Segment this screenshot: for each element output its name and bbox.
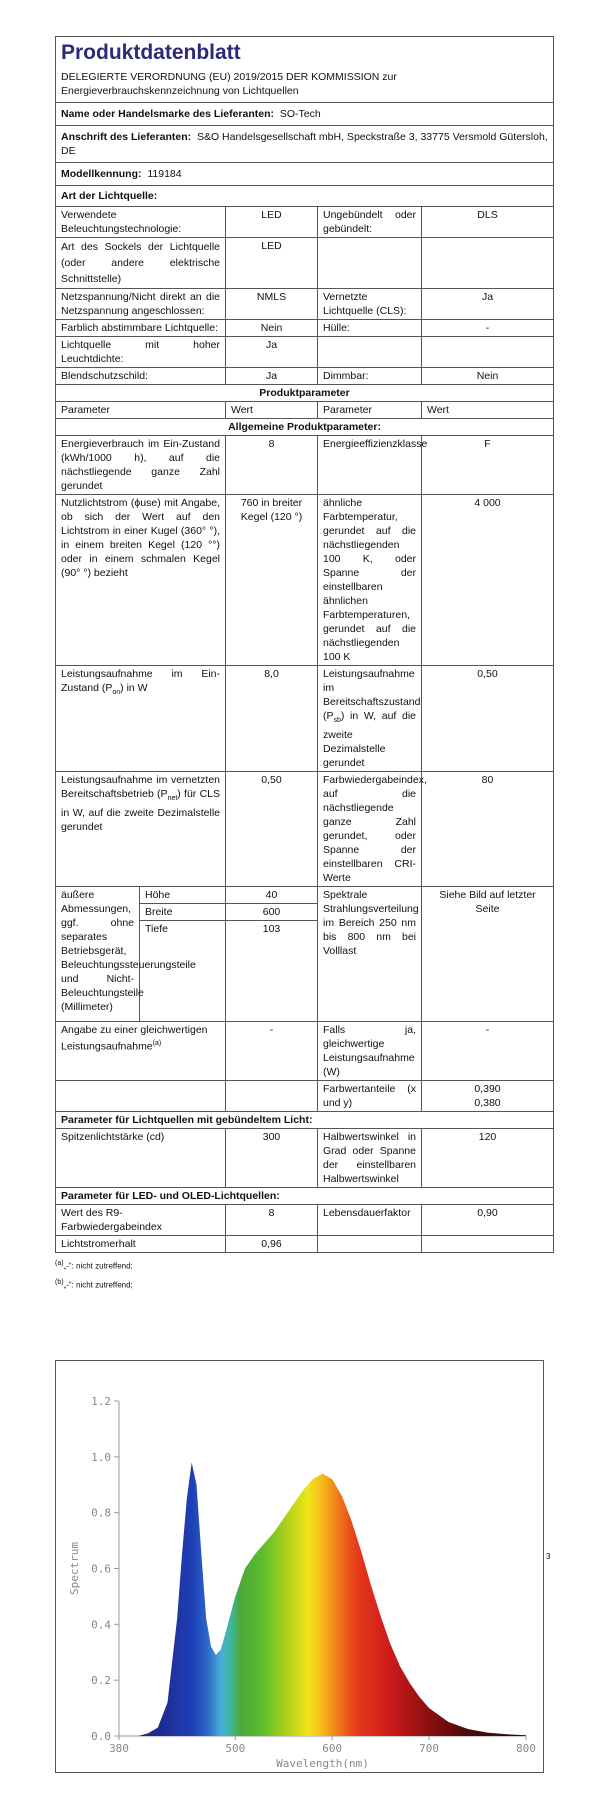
footnotes: [55, 1256, 553, 1293]
x-tick-label: 700: [419, 1742, 440, 1755]
y-tick-label: 0.0: [91, 1730, 111, 1743]
peak-intensity-row: Spitzenlichtstärke (cd) 300 Halbwertswinkel in Grad oder Spanne der einstellbaren Halbwertswinkel 120: [56, 1129, 554, 1188]
y-tick-label: 1.2: [91, 1395, 111, 1408]
dimensions-row: äußere Abmessungen, ggf. ohne separates Betriebsgerät, Beleuchtungssteuerungsteile und Nicht-Beleuchtungsteile (Millimeter) Höhe 40 Spektrale Strahlungsverteilung im Bereich 250 nm bis 800 nm bei Volllast Siehe Bild auf letzter Seite: [56, 887, 554, 904]
supplier-address-row: Anschrift des Lieferanten: S&O Handelsgesellschaft mbH, Speckstraße 3, 33775 Versmold Gütersloh, DE: [56, 126, 554, 163]
y-tick-label: 0.8: [91, 1506, 111, 1520]
section-light-source: Art der Lichtquelle:: [56, 186, 554, 207]
lumen-maintenance-row: Lichtstromerhalt 0,96: [56, 1236, 554, 1253]
ls-row: Lichtquelle mit hoher Leuchtdichte: Ja: [56, 337, 554, 368]
supplier-address: S&O Handelsgesellschaft mbH, Speckstraße 3, 33775 Versmold Gütersloh, DE: [61, 131, 548, 157]
ls-row: Verwendete Beleuchtungstechnologie: LED Ungebündelt oder gebündelt: DLS: [56, 207, 554, 238]
section-led: Parameter für LED- und OLED-Lichtquellen:: [56, 1188, 554, 1205]
supplier-name: SO-Tech: [279, 108, 321, 120]
y-tick-label: 0.6: [91, 1562, 111, 1576]
regulation-text: DELEGIERTE VERORDNUNG (EU) 2019/2015 DER KOMMISSION zur Energieverbrauchskennzeichnung von Lichtquellen: [61, 71, 397, 97]
ls-row: Art des Sockels der Lichtquelle (oder andere elektrische Schnittstelle) LED: [56, 238, 554, 289]
flux-row: Nutzlichtstrom (ϕuse) mit Angabe, ob sich der Wert auf den Lichtstrom in einer Kugel (360° °), in einem breiten Kegel (120 °°) oder in einem schmalen Kegel (90° °) bezieht 760 in breiter Kegel (120 °) ähnliche Farbtemperatur, gerundet auf die nächstliegenden 100 K, oder Spanne der einstellbaren ähnlichen Farbtemperaturen, gerundet auf die nächstliegenden 100 K 4 000: [56, 495, 554, 666]
supplier-name-row: Name oder Handelsmarke des Lieferanten: SO-Tech: [56, 103, 554, 126]
dimensions-row: Breite 600: [56, 904, 554, 921]
y-tick-label: 0.4: [91, 1618, 111, 1632]
model-id: 119184: [147, 168, 182, 180]
datasheet-table: [55, 36, 554, 1253]
spectrum-fill: [119, 1401, 526, 1736]
section-directional: Parameter für Lichtquellen mit gebündeltem Licht:: [56, 1112, 554, 1129]
power-on-row: Leistungsaufnahme im Ein-Zustand $(P_{on})$ in W 8,0 Leistungsaufnahme im Bereitschaftszustand $(P_{sb})$ in W, auf die zweite Dezimalstelle gerundet 0,50: [56, 666, 554, 772]
y-axis-label: Spectrum: [68, 1542, 81, 1595]
y-tick-label: 0.2: [91, 1674, 111, 1688]
ls-row: Blendschutzschild: Ja Dimmbar: Nein: [56, 368, 554, 385]
x-tick-label: 500: [225, 1742, 246, 1755]
spectrum-chart-svg: [56, 1361, 543, 1772]
column-header-row: Parameter Wert Parameter Wert: [56, 402, 554, 419]
page-number: 3: [546, 1552, 551, 1561]
section-general-params: Allgemeine Produktparameter:: [56, 419, 554, 436]
x-tick-label: 600: [322, 1742, 343, 1755]
ls-row: Netzspannung/Nicht direkt an die Netzspannung angeschlossen: NMLS Vernetzte Lichtquelle (CLS): Ja: [56, 289, 554, 320]
datasheet: [55, 36, 553, 1293]
page-title: Produktdatenblatt: [61, 41, 241, 64]
x-tick-label: 380: [109, 1742, 129, 1755]
model-row: Modellkennung: 119184: [56, 163, 554, 186]
footnote-b: $^{(b)}$„-“: nicht zutreffend;: [55, 1278, 133, 1290]
equivalent-row: Angabe zu einer gleichwertigen Leistungsaufnahme$^{(a)}$ - Falls ja, gleichwertige Leistungsaufnahme (W) -: [56, 1022, 554, 1081]
spectrum-chart: [55, 1360, 544, 1773]
section-product-params: Produktparameter: [56, 385, 554, 402]
energy-row: Energieverbrauch im Ein-Zustand (kWh/1000 h), auf die nächstliegende ganze Zahl gerundet 8 Energieeffizienzklasse F: [56, 436, 554, 495]
y-tick-label: 1.0: [91, 1450, 111, 1464]
x-axis-label: Wavelength(nm): [276, 1757, 369, 1770]
dimensions-label: äußere Abmessungen, ggf. ohne separates Betriebsgerät, Beleuchtungssteuerungsteile und Nicht-Beleuchtungsteile (Millimeter): [56, 887, 140, 1022]
footnote-a: $^{(a)}$„-“: nicht zutreffend;: [55, 1260, 133, 1271]
power-net-row: Leistungsaufnahme im vernetzten Bereitschaftsbetrieb $(P_{net})$ für CLS in W, auf die zweite Dezimalstelle gerundet 0,50 Farbwiedergabeindex, auf die nächstliegende ganze Zahl gerundet, oder Spanne der einstellbaren CRI-Werte 80: [56, 772, 554, 887]
chromaticity-row: Farbwertanteile (x und y) 0,390 0,380: [56, 1081, 554, 1112]
r9-row: Wert des R9-Farbwiedergabeindex 8 Lebensdauerfaktor 0,90: [56, 1205, 554, 1236]
ls-row: Farblich abstimmbare Lichtquelle: Nein Hülle: -: [56, 320, 554, 337]
x-tick-label: 800: [516, 1742, 536, 1755]
dimensions-row: Tiefe 103: [56, 921, 554, 1022]
header-cell: [56, 37, 554, 103]
